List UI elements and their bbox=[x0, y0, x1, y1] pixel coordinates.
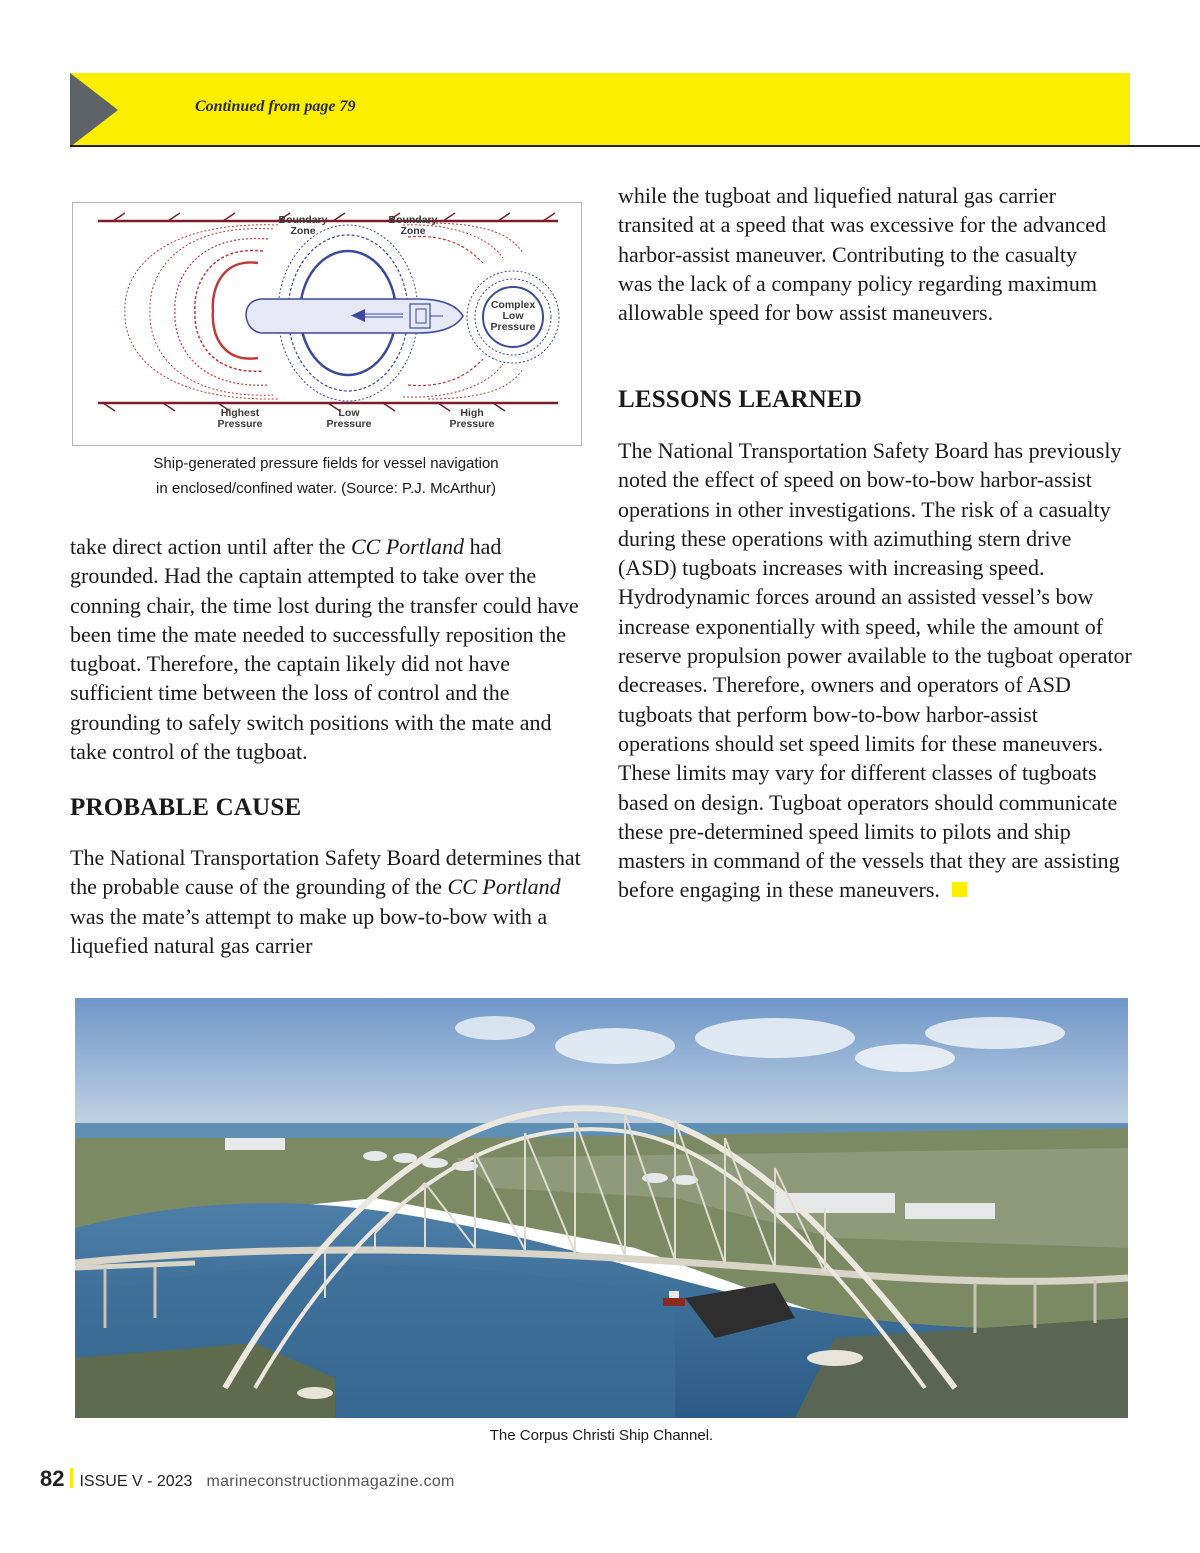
right-column-para1 bbox=[618, 181, 1108, 327]
photo-caption: The Corpus Christi Ship Channel. bbox=[489, 1427, 714, 1444]
figure-caption-line2: in enclosed/confined water. (Source: P.J. McArthur) bbox=[156, 480, 496, 497]
right-column-para2 bbox=[618, 436, 1134, 905]
label-boundary-zone-1: Boundary Zone bbox=[278, 214, 328, 237]
heading-lessons-learned: LESSONS LEARNED bbox=[618, 386, 863, 413]
continued-note: Continued from page 79 bbox=[195, 98, 356, 115]
figure-caption bbox=[72, 451, 580, 501]
right-para2-text: The National Transportation Safety Board has previously noted the effect of speed on bow-to-bow harbor-assist operations in other investigations. The risk of a casualty during these operations with azimuthing stern drive (ASD) tugboats increases with increasing speed. Hydrodynamic forces around an assisted vessel’s bow increase exponentially with speed, while the amount of reserve propulsion power available to the tugboat operator decreases. Therefore, owners and operators of ASD tugboats that perform bow-to-bow harbor-assist operations should set speed limits for these maneuvers. These limits may vary for different classes of tugboats based on design. Tugboat operators should communicate these pre-determined speed limits to pilots and ship masters in command of the vessels that they are assisting before engaging in these maneuvers. bbox=[618, 438, 1132, 903]
end-of-article-mark bbox=[952, 882, 967, 897]
pressure-field-diagram bbox=[72, 202, 582, 446]
page-number: 82 bbox=[40, 1466, 65, 1491]
label-highest-pressure: Highest Pressure bbox=[217, 407, 263, 430]
site-url: marineconstructionmagazine.com bbox=[206, 1473, 455, 1490]
label-low-pressure: Low Pressure bbox=[326, 407, 372, 430]
label-boundary-zone-2: Boundary Zone bbox=[388, 214, 438, 237]
footer-divider bbox=[70, 1468, 73, 1488]
ship-channel-illustration bbox=[75, 998, 1128, 1418]
left-para1-run-1: CC Portland bbox=[350, 534, 465, 559]
left-column-para1 bbox=[70, 532, 580, 766]
heading-probable-cause: PROBABLE CAUSE bbox=[70, 794, 302, 821]
label-high-pressure: High Pressure bbox=[449, 407, 495, 430]
ship-channel-photo bbox=[75, 998, 1128, 1418]
left-para1-run-0: take direct action until after the bbox=[70, 534, 351, 559]
label-complex-low-pressure: Complex Low Pressure bbox=[490, 299, 536, 333]
page-footer bbox=[40, 1466, 455, 1492]
left-para2-run-1: CC Portland bbox=[447, 874, 561, 900]
left-column-para2 bbox=[70, 843, 585, 960]
header-arrow-icon bbox=[70, 73, 118, 147]
right-para1-text: while the tugboat and liquefied natural gas carrier transited at a speed that was excessive for the advanced harbor-assist maneuver. Contributing to the casualty was the lack of a company policy regarding maximum allowable speed for bow assist maneuvers. bbox=[618, 183, 1107, 326]
left-para1-run-2: had grounded. Had the captain attempted to take over the conning chair, the time lost during the transfer could have been time the mate needed to successfully reposition the tugboat. Therefore, the captain likely did not have sufficient time between the loss of control and the grounding to safely switch positions with the mate and take control of the tugboat. bbox=[70, 534, 579, 765]
header-rule bbox=[70, 145, 1200, 147]
left-para2-run-0: The National Transportation Safety Board determines that the probable cause of the grounding of the bbox=[70, 845, 581, 900]
figure-caption-line1: Ship-generated pressure fields for vessel navigation bbox=[153, 455, 499, 472]
issue-label: ISSUE V - 2023 bbox=[79, 1473, 193, 1490]
left-para2-run-2: was the mate’s attempt to make up bow-to-bow with a liquefied natural gas carrier bbox=[70, 903, 548, 958]
